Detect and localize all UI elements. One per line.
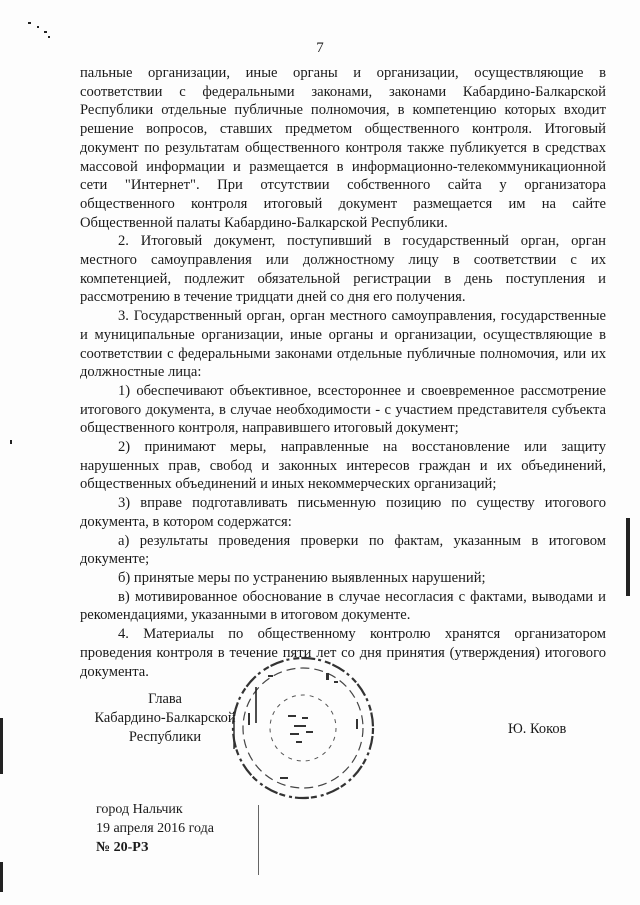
subitem-1: 1) обеспечивают объективное, всестороннее и своевременное рассмотрение итогового документа, в случае необходимости - с участием представителя субъекта общественного контроля, направившего итоговый документ; [80, 382, 606, 437]
city: город Нальчик [96, 802, 183, 817]
paragraph-item-3: 3. Государственный орган, орган местного самоуправления, государственные и муниципальные организации, иные органы и организации, осуществляющие в соответствии с федеральными законами отдельные публичные полномочия, или их должностные лица: [80, 308, 606, 381]
date: 19 апреля 2016 года [96, 821, 214, 836]
scan-speck [10, 440, 12, 444]
document-body [80, 64, 606, 681]
scan-edge-mark [626, 518, 630, 596]
scan-speck [28, 22, 31, 24]
subitem-3: 3) вправе подготавливать письменную позицию по существу итогового документа, в котором содержатся: [80, 495, 606, 530]
scan-edge-mark [0, 718, 3, 774]
law-number: № 20-РЗ [96, 840, 149, 855]
scan-fold-line [258, 805, 259, 875]
paragraph-item-2: 2. Итоговый документ, поступивший в государственный орган, орган местного самоуправления или должностному лицу в соответствии с их компетенцией, подлежит обязательной регистрации в день поступления и рассмотрению в течение тридцати дней со дня его получения. [80, 233, 606, 306]
paragraph-item-4: 4. Материалы по общественному контролю хранятся организатором проведения контроля в течение пяти лет со дня принятия (утверждения) итогового документа. [80, 626, 606, 680]
signatory-name: Ю. Коков [508, 721, 567, 737]
signature-title-line3: Республики [128, 729, 202, 745]
scan-speck [37, 26, 39, 28]
official-seal-stamp [228, 653, 378, 803]
subitem-a: а) результаты проведения проверки по фактам, указанным в итоговом документе; [80, 532, 606, 568]
subitem-2: 2) принимают меры, направленные на восстановление или защиту нарушенных прав, свобод и законных интересов граждан и их объединений, общественных объединений и иных некоммерческих организаций; [80, 439, 606, 493]
subitem-v: в) мотивированное обоснование в случае несогласия с фактами, выводами и рекомендациями, указанными в итоговом документе. [80, 588, 606, 624]
scan-edge-mark [0, 862, 3, 892]
scan-speck [44, 31, 47, 33]
signature-title-line2: Кабардино-Балкарской [94, 710, 236, 726]
paragraph-continuation: пальные организации, иные органы и организации, осуществляющие в соответствии с федеральными законами, законами Кабардино-Балкарской Республики отдельные публичные полномочия, в компетенцию которых входит решение вопросов, ставших предметом общественного контроля. Итоговый документ по результатам общественного контроля также публикуется в средствах массовой информации и размещается в информационно-телекоммуникационной сети "Интернет". При отсутствии собственного сайта у организатора общественного контроля итоговый документ размещается им на сайте Общественной палаты Кабардино-Балкарской Республики. [80, 65, 606, 231]
signature-title [80, 690, 250, 747]
subitem-b: б) принятые меры по устранению выявленных нарушений; [118, 569, 486, 586]
place-date-block [96, 800, 214, 857]
page-number: 7 [316, 40, 324, 56]
scan-speck [48, 36, 50, 38]
signature-title-line1: Глава [148, 691, 182, 707]
